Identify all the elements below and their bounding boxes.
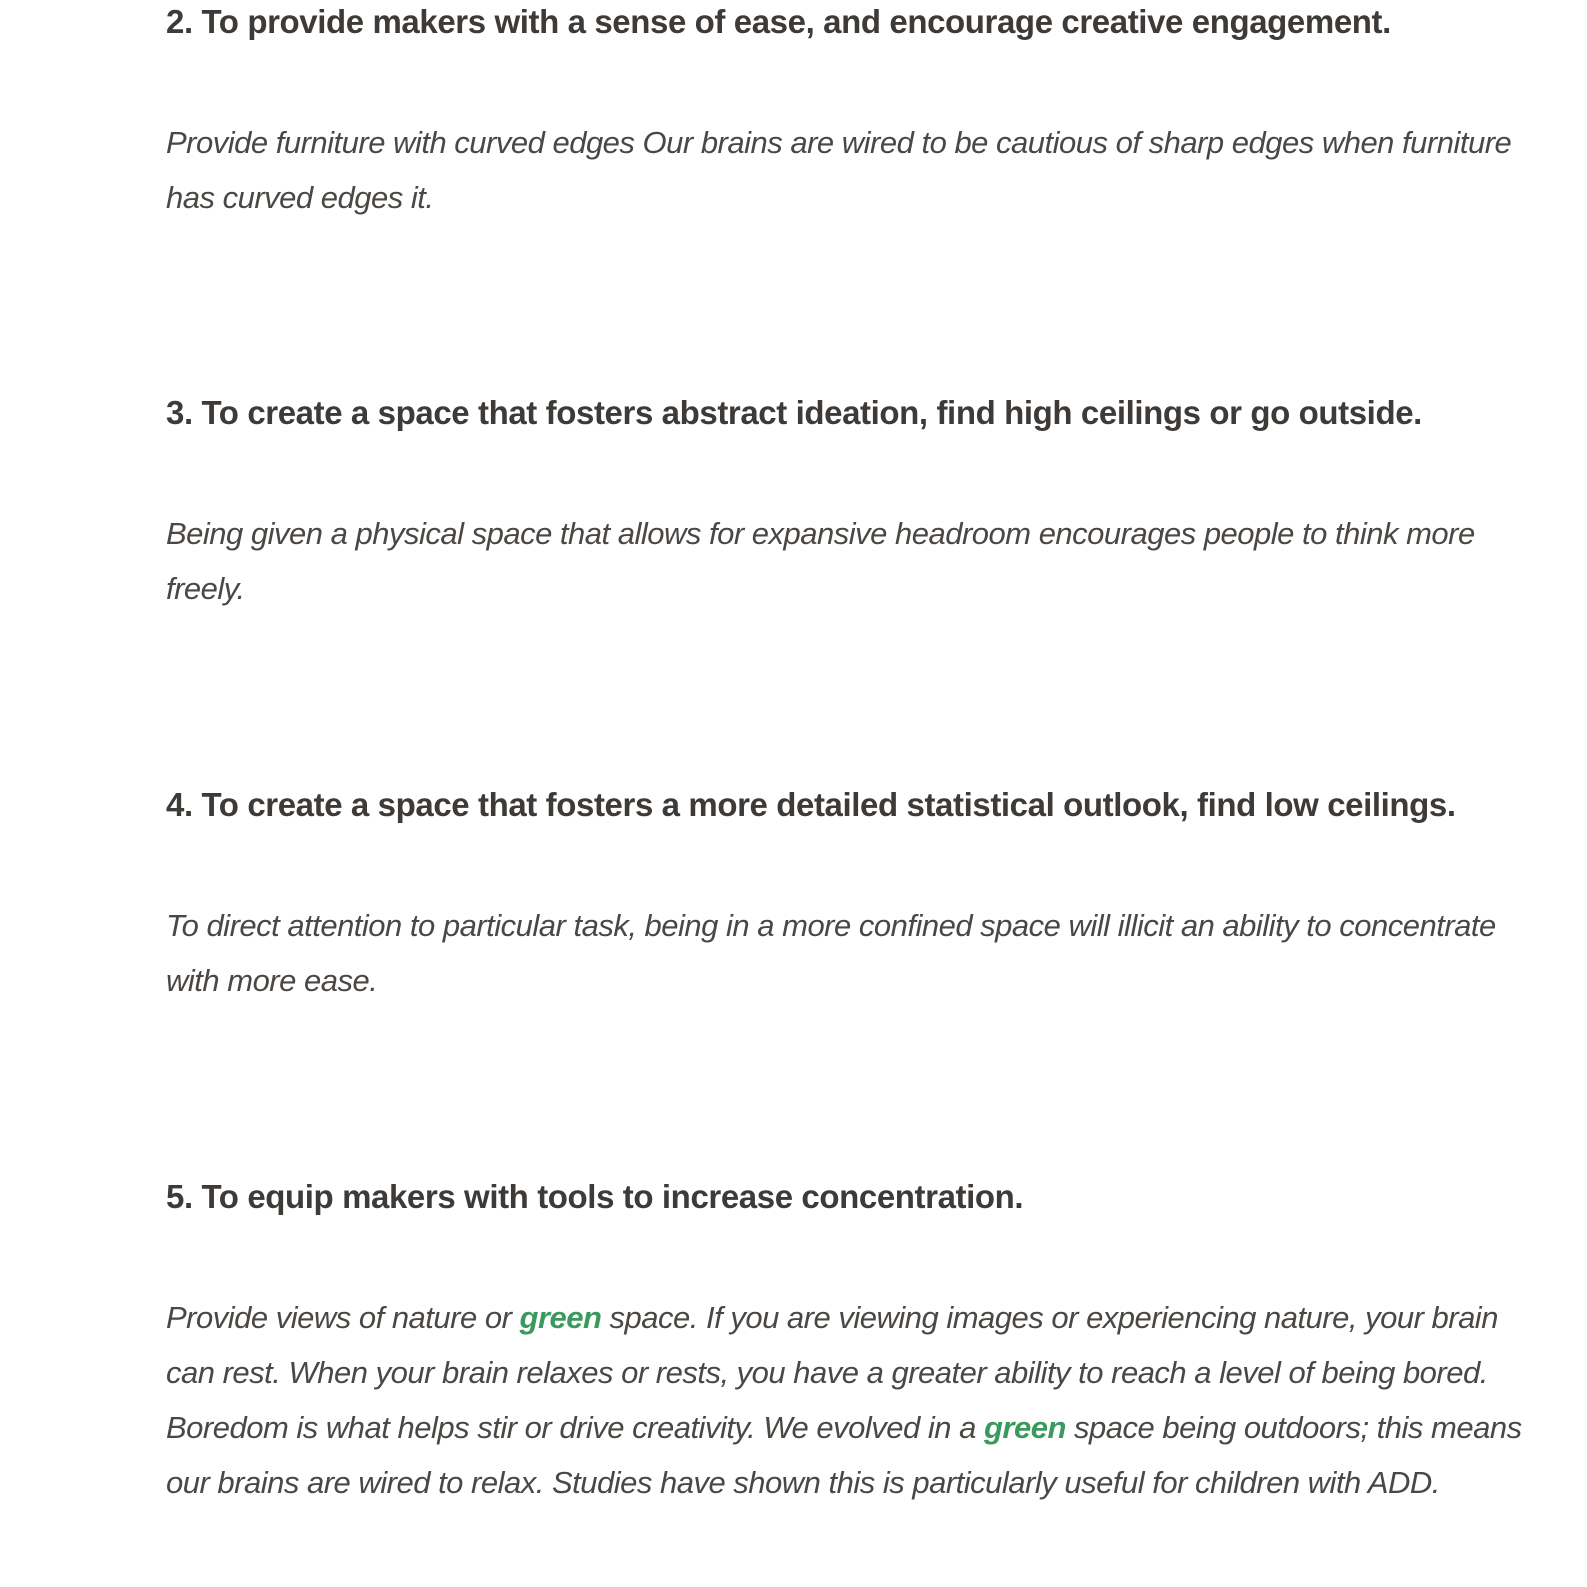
section-3 xyxy=(166,391,1526,616)
section-heading: 2. To provide makers with a sense of ease, and encourage creative engagement. xyxy=(166,3,1391,40)
body-text: space. If you are viewing images or experiencing nature, your brain can rest. When your brain relaxes or rests, you have a greater ability to reach a level of being bored. Boredom is what helps stir or drive creativity. We evolved in a xyxy=(166,1300,1498,1445)
section-5 xyxy=(166,1175,1526,1510)
body-text: space being outdoors; this means our brains are wired to relax. Studies have shown this is particularly useful for children with ADD. xyxy=(166,1410,1522,1500)
highlight-green-word: green xyxy=(983,1410,1066,1445)
section-heading: 4. To create a space that fosters a more detailed statistical outlook, find low ceilings. xyxy=(166,786,1456,823)
body-text: Provide views of nature or xyxy=(166,1300,520,1335)
section-4 xyxy=(166,783,1526,1008)
section-body: To direct attention to particular task, being in a more confined space will illicit an ability to concentrate with more ease. xyxy=(166,908,1496,998)
section-body: Being given a physical space that allows for expansive headroom encourages people to think more freely. xyxy=(166,516,1475,606)
section-body: Provide furniture with curved edges Our brains are wired to be cautious of sharp edges when furniture has curved edges it. xyxy=(166,125,1512,215)
section-2 xyxy=(166,0,1526,225)
section-heading: 3. To create a space that fosters abstract ideation, find high ceilings or go outside. xyxy=(166,394,1422,431)
section-heading: 5. To equip makers with tools to increase concentration. xyxy=(166,1178,1024,1215)
highlight-green-word: green xyxy=(519,1300,602,1335)
section-body xyxy=(166,1290,1526,1510)
